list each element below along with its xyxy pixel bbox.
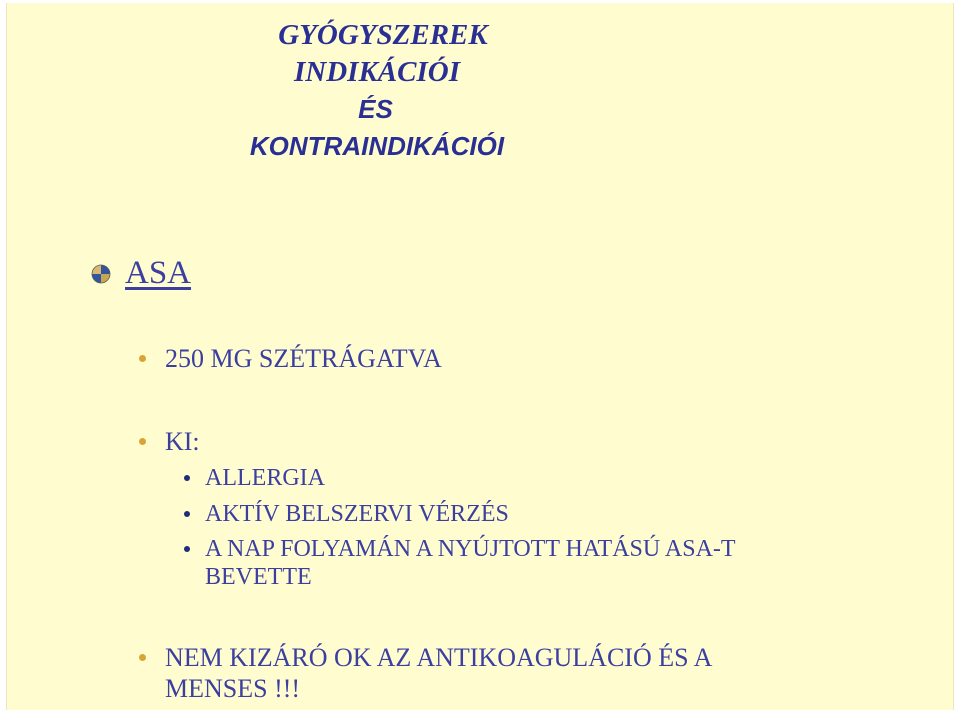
- contraindication-text: BEVETTE: [205, 564, 312, 590]
- list-item-dosage: [165, 344, 442, 374]
- ki-label: KI:: [165, 427, 200, 456]
- contraindication-text: ALLERGIA: [205, 465, 325, 491]
- bullet-dot-icon: [184, 511, 190, 517]
- bullet-dot-icon: [139, 654, 146, 661]
- title-line-4: KONTRAINDIKÁCIÓI: [249, 131, 505, 161]
- quadrant-ball-icon: [91, 264, 111, 284]
- list-item: [205, 464, 325, 492]
- bullet-dot-icon: [184, 475, 190, 481]
- list-item-note: [165, 643, 712, 673]
- section-heading-label: ASA: [125, 255, 192, 291]
- title-line-1: GYÓGYSZEREK: [278, 19, 488, 51]
- slide: [6, 3, 954, 710]
- note-text: NEM KIZÁRÓ OK AZ ANTIKOAGULÁCIÓ ÉS A: [165, 643, 713, 672]
- contraindication-text: A NAP FOLYAMÁN A NYÚJTOTT HATÁSÚ ASA-T: [205, 536, 736, 562]
- contraindication-text: AKTÍV BELSZERVI VÉRZÉS: [205, 501, 509, 527]
- section-heading: [91, 255, 191, 292]
- dosage-text: 250 MG SZÉTRÁGATVA: [165, 344, 442, 373]
- slide-title: [7, 17, 747, 165]
- bullet-dot-icon: [139, 438, 146, 445]
- title-line-3: ÉS: [358, 94, 393, 124]
- title-line-2: INDIKÁCIÓI: [294, 56, 460, 88]
- list-item-note-continuation: [165, 674, 300, 704]
- list-item-continuation: [205, 563, 312, 591]
- list-item-ki: [165, 427, 200, 457]
- note-text: MENSES !!!: [165, 674, 301, 703]
- list-item: [205, 500, 509, 528]
- bullet-dot-icon: [139, 355, 146, 362]
- bullet-dot-icon: [184, 546, 190, 552]
- list-item: [205, 535, 736, 563]
